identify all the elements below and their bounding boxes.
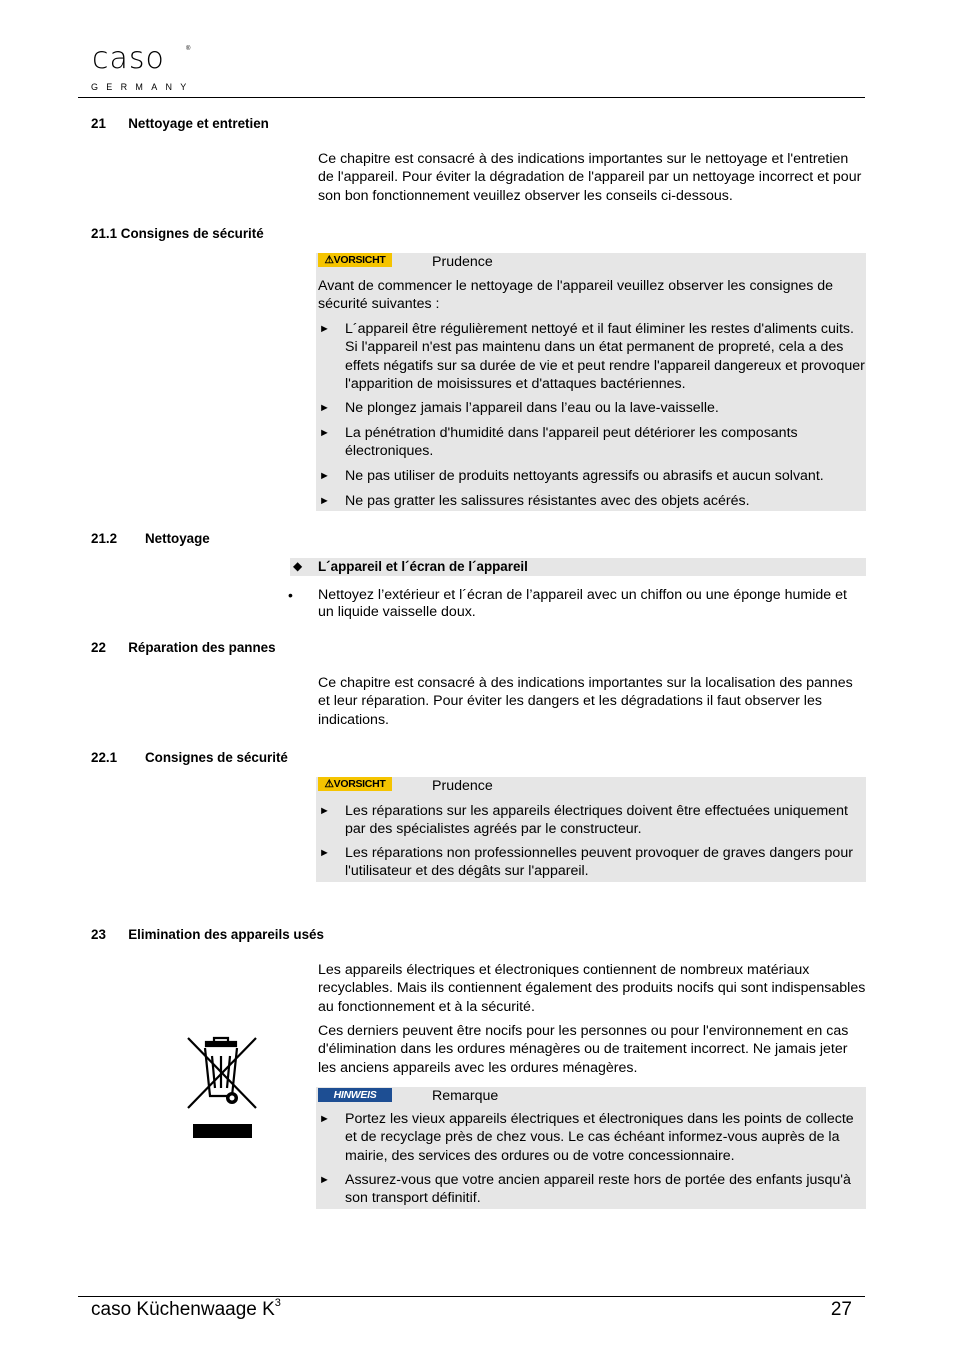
arrow-bullet-icon: ► [319, 1174, 330, 1186]
section-22-heading: 22 Réparation des pannes [91, 640, 276, 655]
list-item: ► Ne pas gratter les salissures résistantes avec des objets acérés. [319, 493, 750, 509]
diamond-bullet-icon: ◆ [293, 559, 303, 573]
note-box-disposal [316, 1087, 866, 1209]
warning-lead: Avant de commencer le nettoyage de l'appareil veuillez observer les consignes de sécurité suivantes : [318, 278, 834, 313]
section-21-heading: 21 Nettoyage et entretien [91, 116, 269, 131]
section-22-intro: Ce chapitre est consacré à des indications importantes sur la localisation des pannes et leur réparation. Pour éviter les dangers et les dégradations il faut observer les indications. [318, 675, 853, 728]
section-23-paragraph-1: Les appareils électriques et électroniques contiennent de nombreux matériaux recyclables. Mais ils contiennent également des produits nocifs qui sont indispensables au fonctionnement et à la sécurité. [318, 962, 866, 1015]
section-21-2-title: Nettoyage [145, 531, 210, 546]
note-label: Remarque [432, 1088, 499, 1104]
section-23-paragraph-2: Ces derniers peuvent être nocifs pour les personnes ou pour l'environnement en cas d'élimination dans les ordures ménagères ou de traitement incorrect. Ne jamais jeter les anciens appareils avec les ordures ménagères. [318, 1023, 849, 1076]
logo-registered-mark: ® [186, 46, 191, 52]
arrow-bullet-icon: ► [319, 402, 330, 414]
warning-badge: ⚠VORSICHT [318, 777, 392, 791]
list-item: ► L´appareil être régulièrement nettoyé et il faut éliminer les restes d'aliments cuits. Si l'appareil n'est pas maintenu dans un état permanent de propreté, cela a des effets négatifs sur sa durée de vie et peut rendre l'appareil dangereux et provoquer l'apparition de moisissures et d'attaques bactériennes. [319, 321, 865, 393]
crossed-out-bin-icon [186, 1036, 258, 1140]
section-22-1-number: 22.1 [91, 750, 118, 765]
list-item: ► Portez les vieux appareils électriques et électroniques dans les points de collecte et de recyclage près de chez vous. Le cas échéant informez-vous auprès de la mairie, des services des ordures ou de votre concessionnaire. [319, 1111, 854, 1164]
list-item: ► Ne pas utiliser de produits nettoyants agressifs ou abrasifs et aucun solvant. [319, 468, 824, 484]
arrow-bullet-icon: ► [319, 323, 330, 335]
logo-wordmark: caso [92, 41, 165, 76]
caso-logo [78, 41, 208, 96]
subsection-bar-label: L´appareil et l´écran de l´appareil [318, 559, 528, 574]
list-item: ► Assurez-vous que votre ancien appareil reste hors de portée des enfants jusqu'à son transport définitif. [319, 1172, 851, 1207]
list-item: ► Les réparations sur les appareils électriques doivent être effectuées uniquement par des spécialistes agréés par le constructeur. [319, 803, 848, 838]
warning-box-cleaning [316, 253, 866, 511]
arrow-bullet-icon: ► [319, 427, 330, 439]
section-21-intro: Ce chapitre est consacré à des indications importantes sur le nettoyage et l'entretien de l'appareil. Pour éviter la dégradation de l'appareil par un nettoyage incorrect et pour son bon fonctionnement veuillez observer les conseils ci-dessous. [318, 151, 862, 204]
arrow-bullet-icon: ► [319, 805, 330, 817]
note-badge: HINWEIS [318, 1088, 392, 1102]
list-item: ► La pénétration d'humidité dans l'appareil peut détériorer les composants électroniques. [319, 425, 798, 460]
header-rule [78, 97, 865, 98]
footer-title: caso Küchenwaage $K^3$ [91, 1297, 281, 1320]
arrow-bullet-icon: ► [319, 847, 330, 859]
dot-bullet-icon: • [288, 587, 293, 603]
section-23-heading: 23 Elimination des appareils usés [91, 927, 324, 942]
page-number: 27 [830, 1299, 852, 1320]
footer-rule [78, 1296, 865, 1297]
arrow-bullet-icon: ► [319, 1113, 330, 1125]
cleaning-instruction: Nettoyez l’extérieur et l´écran de l’appareil avec un chiffon ou une éponge humide et un liquide vaisselle doux. [318, 587, 847, 620]
arrow-bullet-icon: ► [319, 470, 330, 482]
warning-label: Prudence [432, 254, 493, 270]
list-item: ► Ne plongez jamais l’appareil dans l’eau ou la lave-vaisselle. [319, 400, 719, 416]
subsection-bar [290, 558, 866, 576]
footer-superscript: 3 [274, 1297, 281, 1309]
warning-label: Prudence [432, 778, 493, 794]
section-22-1-title: Consignes de sécurité [145, 750, 288, 765]
warning-box-repair [316, 777, 866, 882]
logo-subtitle: GERMANY [91, 82, 195, 92]
warning-badge: ⚠VORSICHT [318, 253, 392, 267]
section-21-1-heading: 21.1 Consignes de sécurité [91, 226, 264, 241]
list-item: ► Les réparations non professionnelles peuvent provoquer de graves dangers pour l'utilisateur et des dégâts sur l'appareil. [319, 845, 853, 880]
arrow-bullet-icon: ► [319, 495, 330, 507]
section-21-2-number: 21.2 [91, 531, 118, 546]
